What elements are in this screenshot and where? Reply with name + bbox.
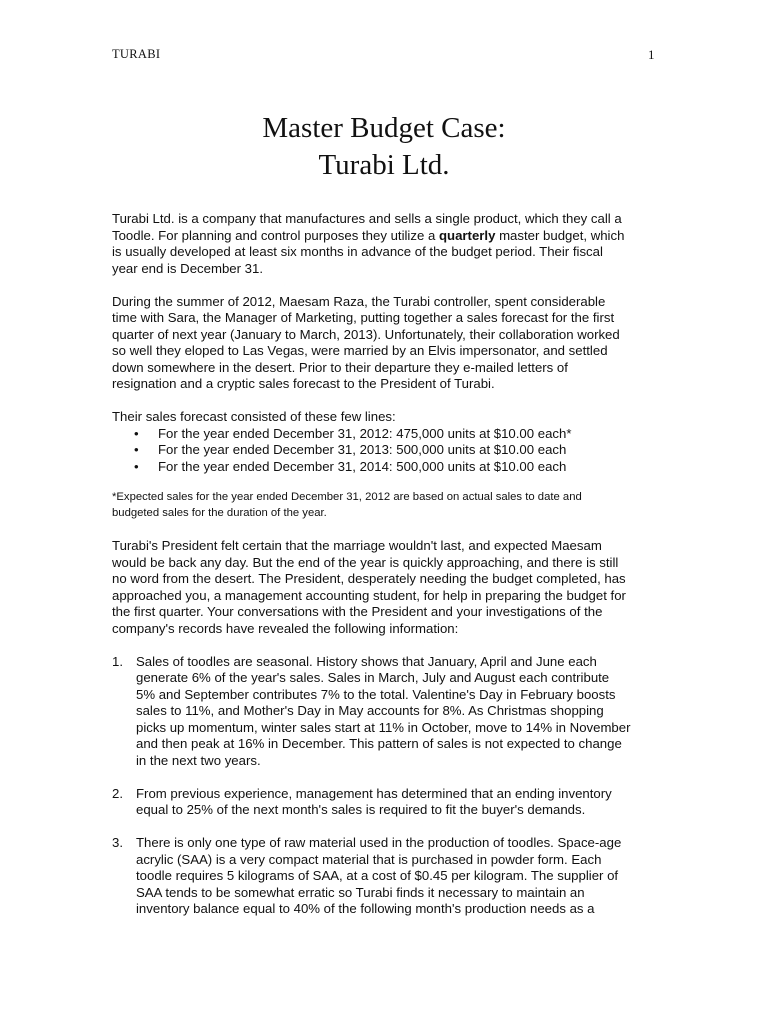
paragraph-line: [112, 228, 660, 245]
paragraph-line: quarter of next year (January to March, 2013). Unfortunately, their collaboration worked: [112, 326, 620, 342]
information-item: [112, 786, 660, 819]
item-line: in the next two years.: [136, 752, 261, 768]
footnote-line: budgeted sales for the duration of the year.: [112, 506, 327, 519]
item-line: acrylic (SAA) is a very compact material that is purchased in powder form. Each: [136, 851, 602, 867]
item-line: There is only one type of raw material used in the production of toodles. Space-age: [136, 835, 622, 850]
footnote-line: *Expected sales for the year ended December 31, 2012 are based on actual sales to date and: [112, 491, 582, 503]
item-line: equal to 25% of the next month's sales is required to fit the buyer's demands.: [136, 802, 586, 817]
title-line-1: Master Budget Case:: [262, 112, 506, 144]
paragraph-line: year end is December 31.: [112, 260, 263, 276]
intro-paragraph: [112, 211, 660, 277]
title-line-2: Turabi Ltd.: [318, 149, 450, 181]
background-paragraph: [112, 294, 660, 393]
item-line: picks up momentum, winter sales start at 11% in October, move to 14% in November: [136, 719, 631, 735]
item-number: 3.: [112, 835, 123, 850]
paragraph-line: time with Sara, the Manager of Marketing, putting together a sales forecast for the first: [112, 310, 615, 325]
item-line: generate 6% of the year's sales. Sales in March, July and August each contribute: [136, 670, 610, 685]
item-number: 2.: [112, 785, 123, 801]
page-number: 1: [648, 47, 655, 62]
forecast-item: • For the year ended December 31, 2012: 475,000 units at $10.00 each*: [112, 426, 660, 443]
forecast-item: • For the year ended December 31, 2014: 500,000 units at $10.00 each: [112, 459, 660, 476]
paragraph-text: Toodle. For planning and control purposes they utilize a: [112, 227, 439, 243]
running-head: TURABI: [112, 47, 161, 61]
item-line: SAA tends to be somewhat erratic so Turabi finds it necessary to maintain an: [136, 884, 585, 900]
paragraph-line: so well they eloped to Las Vegas, were married by an Elvis impersonator, and settled: [112, 343, 608, 358]
paragraph-line: Turabi Ltd. is a company that manufactures and sells a single product, which they call a: [112, 211, 622, 226]
item-number: 1.: [112, 653, 123, 669]
situation-paragraph: [112, 538, 660, 637]
item-line: From previous experience, management has determined that an ending inventory: [136, 785, 612, 801]
information-item: [112, 835, 660, 918]
item-line: and then peak at 16% in December. This pattern of sales is not expected to change: [136, 736, 622, 751]
forecast-intro: Their sales forecast consisted of these few lines:: [112, 409, 396, 424]
information-list: [112, 654, 660, 918]
emphasis-quarterly: quarterly: [438, 227, 496, 243]
footnote: [112, 490, 660, 521]
information-item: [112, 654, 660, 770]
item-line: sales to 11%, and Mother's Day in May accounts for 8%. As Christmas shopping: [136, 703, 604, 718]
item-line: toodle requires 5 kilograms of SAA, at a cost of $0.45 per kilogram. The supplier of: [136, 868, 619, 883]
paragraph-line: is usually developed at least six months in advance of the budget period. Their fiscal: [112, 244, 603, 259]
item-line: 5% and September contributes 7% to the total. Valentine's Day in February boosts: [136, 686, 616, 702]
paragraph-line: company's records have revealed the following information:: [112, 620, 459, 636]
document-title: [112, 110, 656, 184]
document-body: [112, 211, 660, 934]
paragraph-line: approached you, a management accounting student, for help in preparing the budget for: [112, 587, 626, 603]
forecast-list: [112, 426, 660, 476]
item-line: Sales of toodles are seasonal. History shows that January, April and June each: [136, 653, 597, 669]
paragraph-line: Turabi's President felt certain that the marriage wouldn't last, and expected Maesam: [112, 538, 602, 553]
paragraph-line: resignation and a cryptic sales forecast to the President of Turabi.: [112, 376, 495, 391]
paragraph-line: down somewhere in the desert. Prior to their departure they e-mailed letters of: [112, 359, 568, 375]
paragraph-line: would be back any day. But the end of the year is quickly approaching, and there is still: [112, 554, 619, 570]
paragraph-line: During the summer of 2012, Maesam Raza, the Turabi controller, spent considerable: [112, 293, 606, 309]
forecast-item: • For the year ended December 31, 2013: 500,000 units at $10.00 each: [112, 442, 660, 459]
paragraph-text: master budget, which: [495, 227, 625, 243]
paragraph-line: the first quarter. Your conversations with the President and your investigations of the: [112, 604, 603, 619]
paragraph-line: no word from the desert. The President, desperately needing the budget completed, has: [112, 571, 626, 586]
item-line: inventory balance equal to 40% of the following month's production needs as a: [136, 901, 595, 916]
